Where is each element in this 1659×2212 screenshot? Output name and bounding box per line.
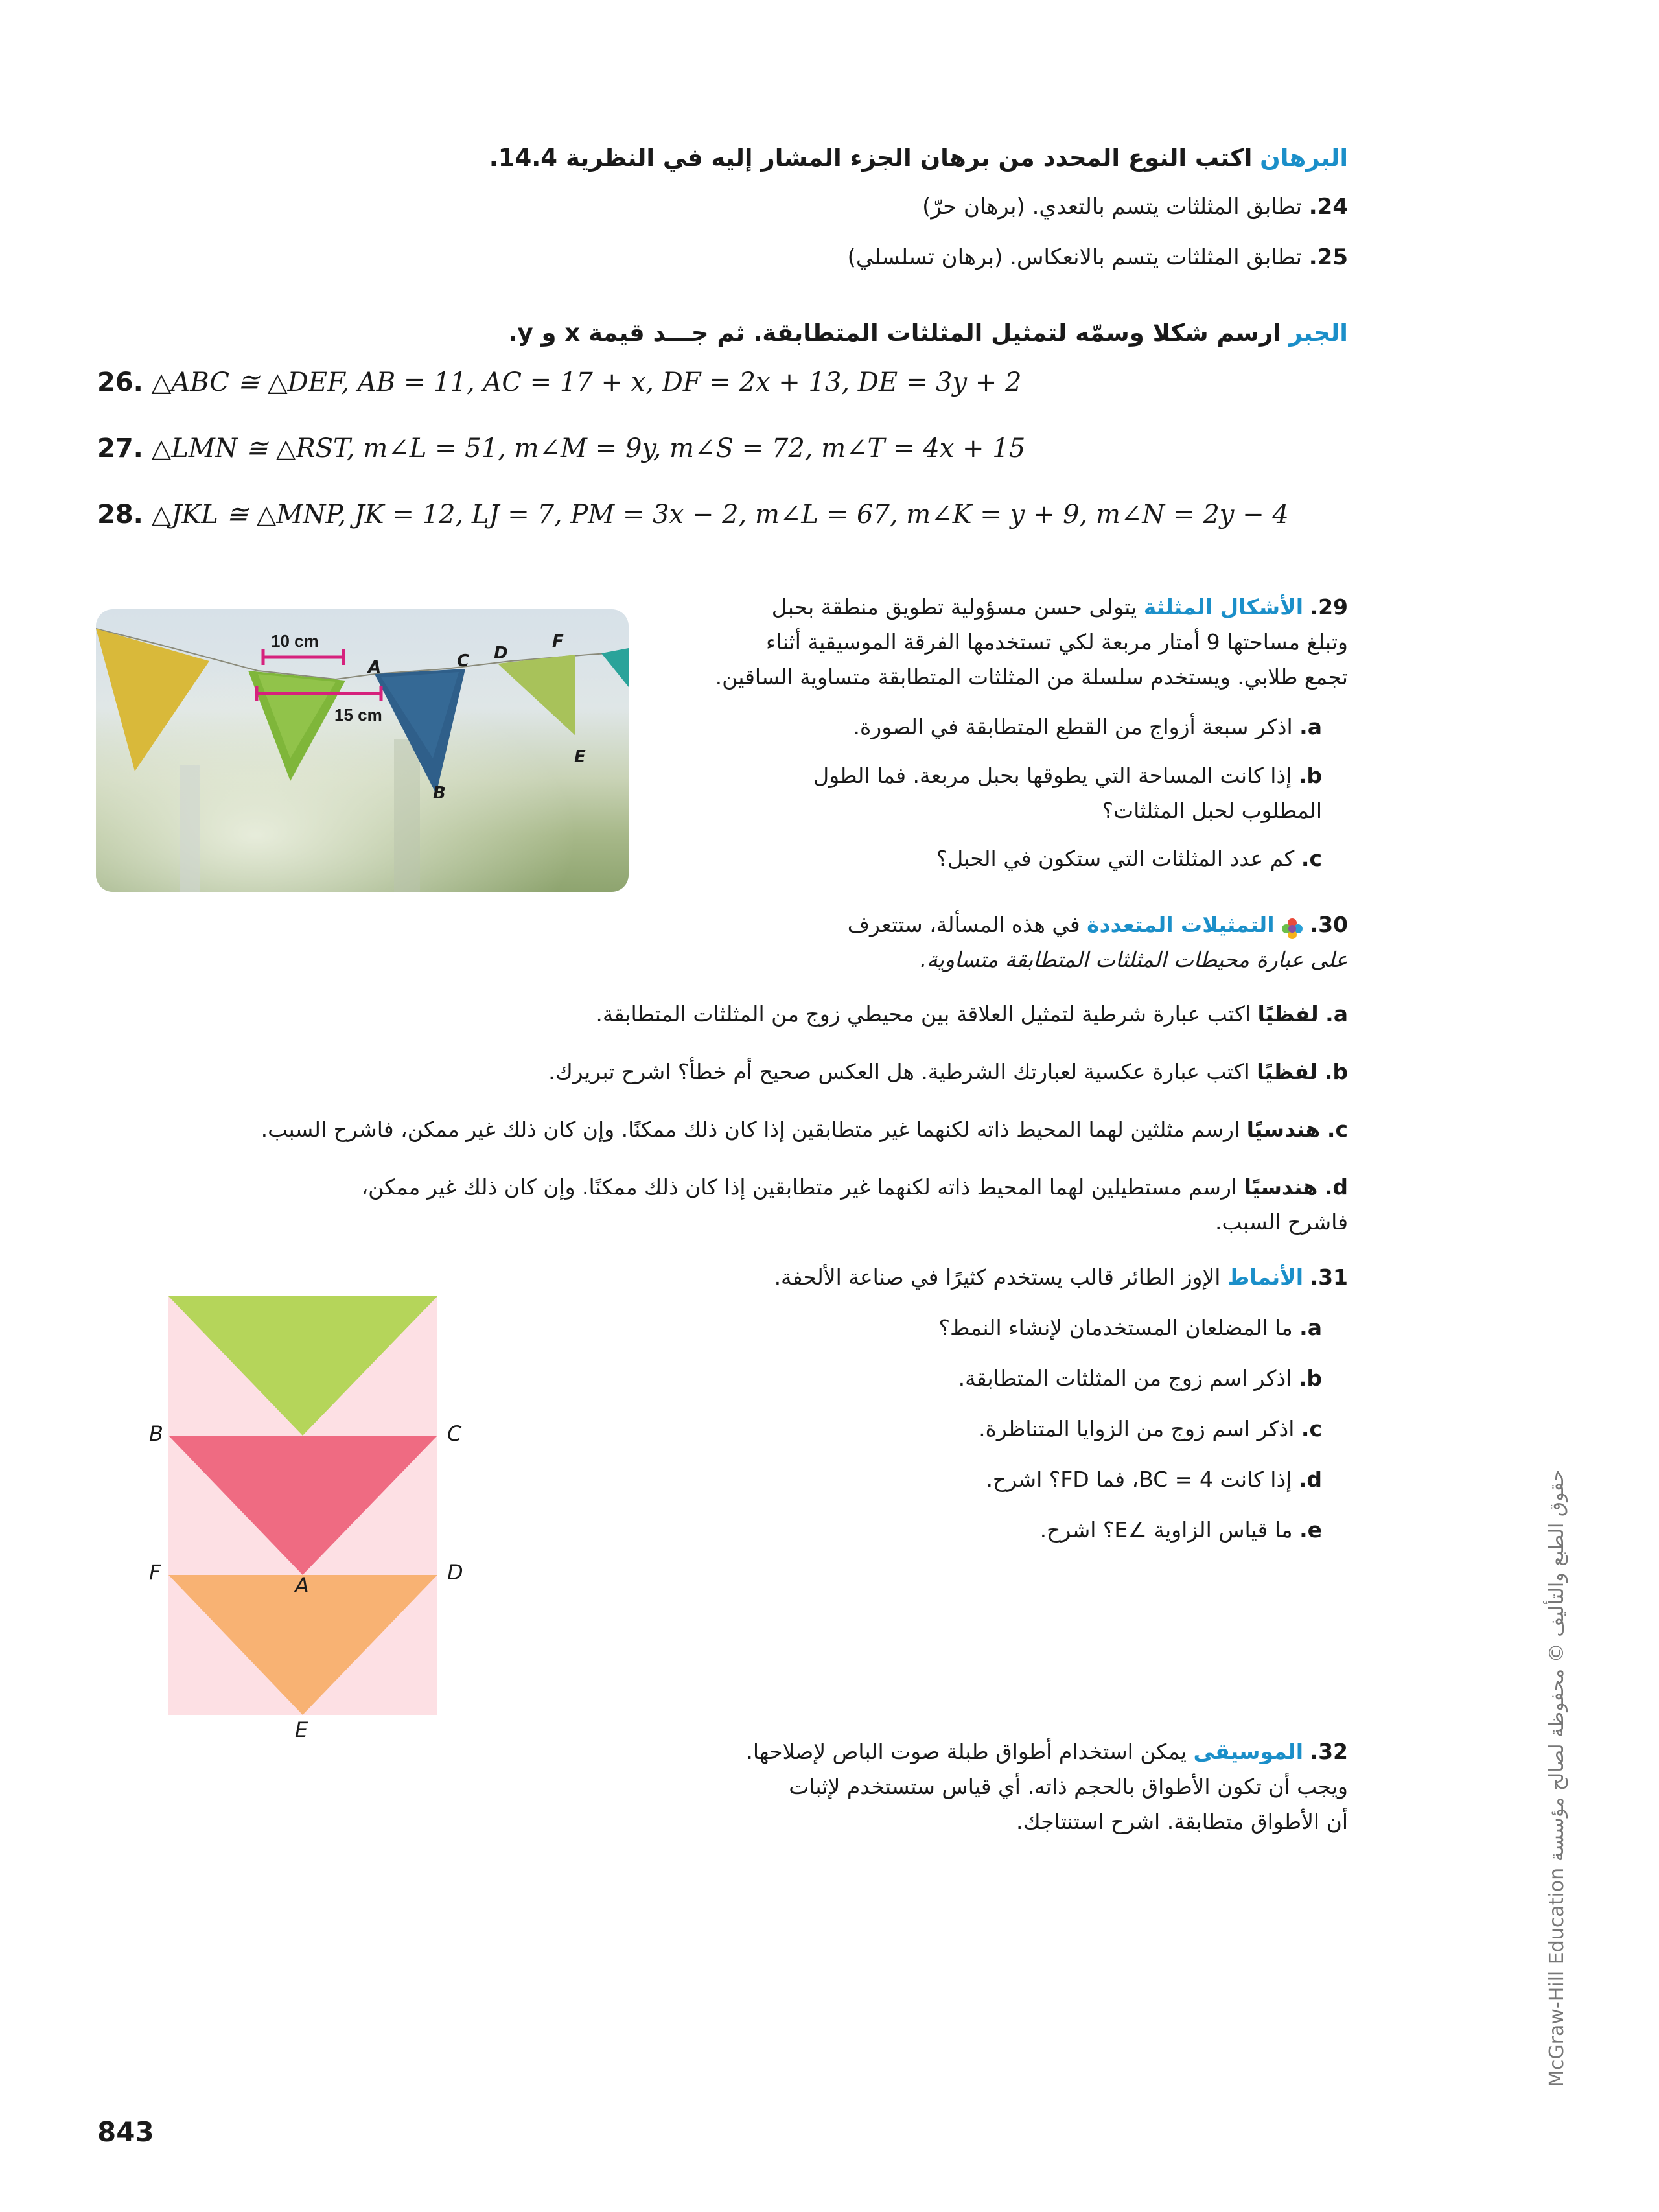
intro-line-1: يتولى حسن مسؤولية تطويق منطقة بحبل	[771, 594, 1137, 620]
multiple-representations-icon	[1281, 915, 1303, 937]
exercise-expression: △LMN ≅ △RST, m∠L = 51, m∠M = 9y, m∠S = 72, m∠T = 4x + 15	[151, 434, 1026, 463]
exercise-text: تطابق المثلثات يتسم بالتعدي. (برهان حرّ)	[922, 194, 1302, 220]
exercise-31-e	[480, 1513, 1322, 1548]
exercise-25	[117, 240, 1348, 275]
exercise-number: 32.	[1310, 1739, 1348, 1764]
part-keyword: هندسيًا	[1244, 1174, 1318, 1200]
dim-label-15cm: 15 cm	[334, 705, 382, 725]
point-label-f: F	[552, 632, 564, 651]
line-2: ويجب أن تكون الأطواق بالحجم ذاته. أي قياس ستستخدم لإثبات	[789, 1774, 1348, 1799]
section-algebra-heading	[117, 316, 1348, 350]
vertex-label-a: A	[295, 1573, 309, 1598]
part-letter: c.	[1301, 1416, 1322, 1441]
vertex-label-e: E	[295, 1717, 308, 1742]
line-1: يمكن استخدام أطواق طبلة صوت الباص لإصلاحها.	[746, 1739, 1187, 1764]
exercise-29-c	[674, 841, 1322, 876]
part-text: ما المضلعان المستخدمان لإنشاء النمط؟	[938, 1315, 1293, 1340]
part-keyword: لفظيًا	[1257, 1059, 1318, 1084]
exercise-number: 26.	[97, 367, 143, 397]
exercise-31-d	[480, 1462, 1322, 1497]
point-label-c: C	[457, 651, 470, 671]
vertex-label-b: B	[149, 1421, 163, 1446]
copyright-vertical	[1520, 1426, 1568, 2087]
part-letter: b.	[1324, 1059, 1348, 1084]
section-proof-heading	[117, 141, 1348, 175]
exercise-number: 25.	[1308, 244, 1348, 270]
part-text: ارسم مثلثين لهما المحيط ذاته لكنهما غير متطابقين إذا كان ذلك ممكنًا. وإن كان ذلك غير ممكن، فاشرح السبب.	[261, 1117, 1240, 1142]
point-label-d: D	[494, 644, 508, 663]
exercise-31-c	[480, 1412, 1322, 1447]
exercise-29-intro	[700, 590, 1348, 695]
exercise-29-a	[674, 710, 1322, 745]
part-keyword: لفظيًا	[1257, 1001, 1319, 1027]
section-tag: البرهان	[1260, 144, 1348, 172]
point-label-e: E	[574, 747, 586, 767]
vertex-label-c: C	[447, 1421, 462, 1446]
exercise-31-b	[480, 1361, 1322, 1396]
exercise-30-c	[0, 1112, 1348, 1147]
exercise-31-a	[480, 1310, 1322, 1345]
exercise-32	[570, 1734, 1348, 1839]
part-letter: a.	[1299, 714, 1322, 739]
section-instruction: اكتب النوع المحدد من برهان الجزء المشار إليه في النظرية 14.4.	[489, 144, 1253, 172]
exercise-30-b	[0, 1054, 1348, 1089]
exercise-26	[97, 363, 1523, 402]
exercise-tag: الأنماط	[1227, 1264, 1304, 1290]
exercise-number: 27.	[97, 434, 143, 463]
part-letter: b.	[1298, 763, 1322, 788]
part-text: اذكر سبعة أزواج من القطع المتطابقة في الصورة.	[853, 714, 1293, 739]
point-label-a: A	[368, 658, 382, 677]
point-label-b: B	[433, 784, 446, 803]
exercise-31-intro	[441, 1260, 1348, 1295]
exercise-28	[97, 495, 1523, 534]
part-text: ما قياس الزاوية ∠E؟ اشرح.	[1039, 1517, 1293, 1543]
section-instruction: ارسم شكلا وسمّه لتمثيل المثلثات المتطابقة. ثم جـــد قيمة x و y.	[508, 319, 1281, 347]
part-text: كم عدد المثلثات التي ستكون في الحبل؟	[936, 846, 1295, 871]
exercise-tag: التمثيلات المتعددة	[1087, 912, 1275, 937]
exercise-24	[117, 189, 1348, 224]
background-post	[180, 765, 200, 892]
exercise-number: 28.	[97, 500, 143, 530]
exercise-number: 30.	[1310, 912, 1348, 937]
copyright-text: حقوق الطبع والتأليف © محفوظة لصالح مؤسسة McGraw-Hill Education	[1546, 1469, 1568, 2087]
part-letter: a.	[1299, 1315, 1322, 1340]
part-text: إذا كانت BC = 4، فما FD؟ اشرح.	[986, 1467, 1292, 1492]
vertex-label-d: D	[447, 1560, 463, 1585]
intro-line-1: في هذه المسألة، ستتعرف	[847, 912, 1080, 937]
part-letter: b.	[1298, 1366, 1322, 1391]
part-text-1: إذا كانت المساحة التي يطوقها بحبل مربعة. فما الطول	[813, 763, 1292, 788]
exercise-tag: الأشكال المثلثة	[1143, 594, 1304, 620]
bunting-illustration	[96, 609, 629, 892]
part-keyword: هندسيًا	[1246, 1117, 1321, 1142]
exercise-number: 24.	[1308, 194, 1348, 220]
exercise-text: تطابق المثلثات يتسم بالانعكاس. (برهان تسلسلي)	[847, 244, 1302, 270]
part-text: اكتب عبارة شرطية لتمثيل العلاقة بين محيطي زوج من المثلثات المتطابقة.	[596, 1001, 1251, 1027]
exercise-27	[97, 429, 1523, 468]
exercise-30-d	[0, 1170, 1348, 1240]
exercise-expression: △ABC ≅ △DEF, AB = 11, AC = 17 + x, DF = 2x + 13, DE = 3y + 2	[151, 367, 1022, 397]
part-text-2: فاشرح السبب.	[1215, 1209, 1348, 1235]
part-letter: d.	[1324, 1174, 1348, 1200]
part-letter: e.	[1299, 1517, 1322, 1543]
part-letter: a.	[1325, 1001, 1348, 1027]
exercise-number: 31.	[1310, 1264, 1348, 1290]
exercise-30-intro	[700, 907, 1348, 977]
part-text-1: ارسم مستطيلين لهما المحيط ذاته لكنهما غير متطابقين إذا كان ذلك ممكنًا. وإن كان ذلك غير ممكن،	[361, 1174, 1238, 1200]
part-text: اذكر اسم زوج من الزوايا المتناظرة.	[979, 1416, 1295, 1441]
line-3: أن الأطواق متطابقة. اشرح استنتاجك.	[1015, 1809, 1348, 1834]
page-number: 843	[97, 2116, 154, 2148]
exercise-expression: △JKL ≅ △MNP, JK = 12, LJ = 7, PM = 3x − 2, m∠L = 67, m∠K = y + 9, m∠N = 2y − 4	[151, 500, 1289, 530]
intro-line-3: تجمع طلابي. ويستخدم سلسلة من المثلثات المتطابقة متساوية الساقين.	[715, 664, 1348, 690]
bunting-photo	[96, 609, 629, 892]
background-post	[394, 739, 420, 892]
section-tag: الجبر	[1288, 319, 1348, 347]
flying-geese-figure	[130, 1280, 493, 1747]
exercise-30-a	[0, 997, 1348, 1032]
intro-line-2: وتبلغ مساحتها 9 أمتار مربعة لكي تستخدمها الفرقة الموسيقية أثناء	[766, 629, 1348, 655]
part-letter: d.	[1298, 1467, 1322, 1492]
dim-label-10cm: 10 cm	[271, 631, 319, 651]
intro-text: الإوز الطائر قالب يستخدم كثيرًا في صناعة الألحفة.	[774, 1264, 1221, 1290]
exercise-number: 29.	[1310, 594, 1348, 620]
exercise-tag: الموسيقى	[1193, 1739, 1304, 1764]
vertex-label-f: F	[149, 1560, 161, 1585]
part-text-2: المطلوب لحبل المثلثات؟	[1102, 798, 1322, 823]
part-text: اكتب عبارة عكسية لعبارتك الشرطية. هل العكس صحيح أم خطأ؟ اشرح تبريرك.	[548, 1059, 1250, 1084]
exercise-29-b	[674, 758, 1322, 828]
part-letter: c.	[1301, 846, 1322, 871]
part-letter: c.	[1327, 1117, 1348, 1142]
part-text: اذكر اسم زوج من المثلثات المتطابقة.	[958, 1366, 1292, 1391]
intro-line-2: على عبارة محيطات المثلثات المتطابقة متساوية.	[920, 947, 1348, 972]
